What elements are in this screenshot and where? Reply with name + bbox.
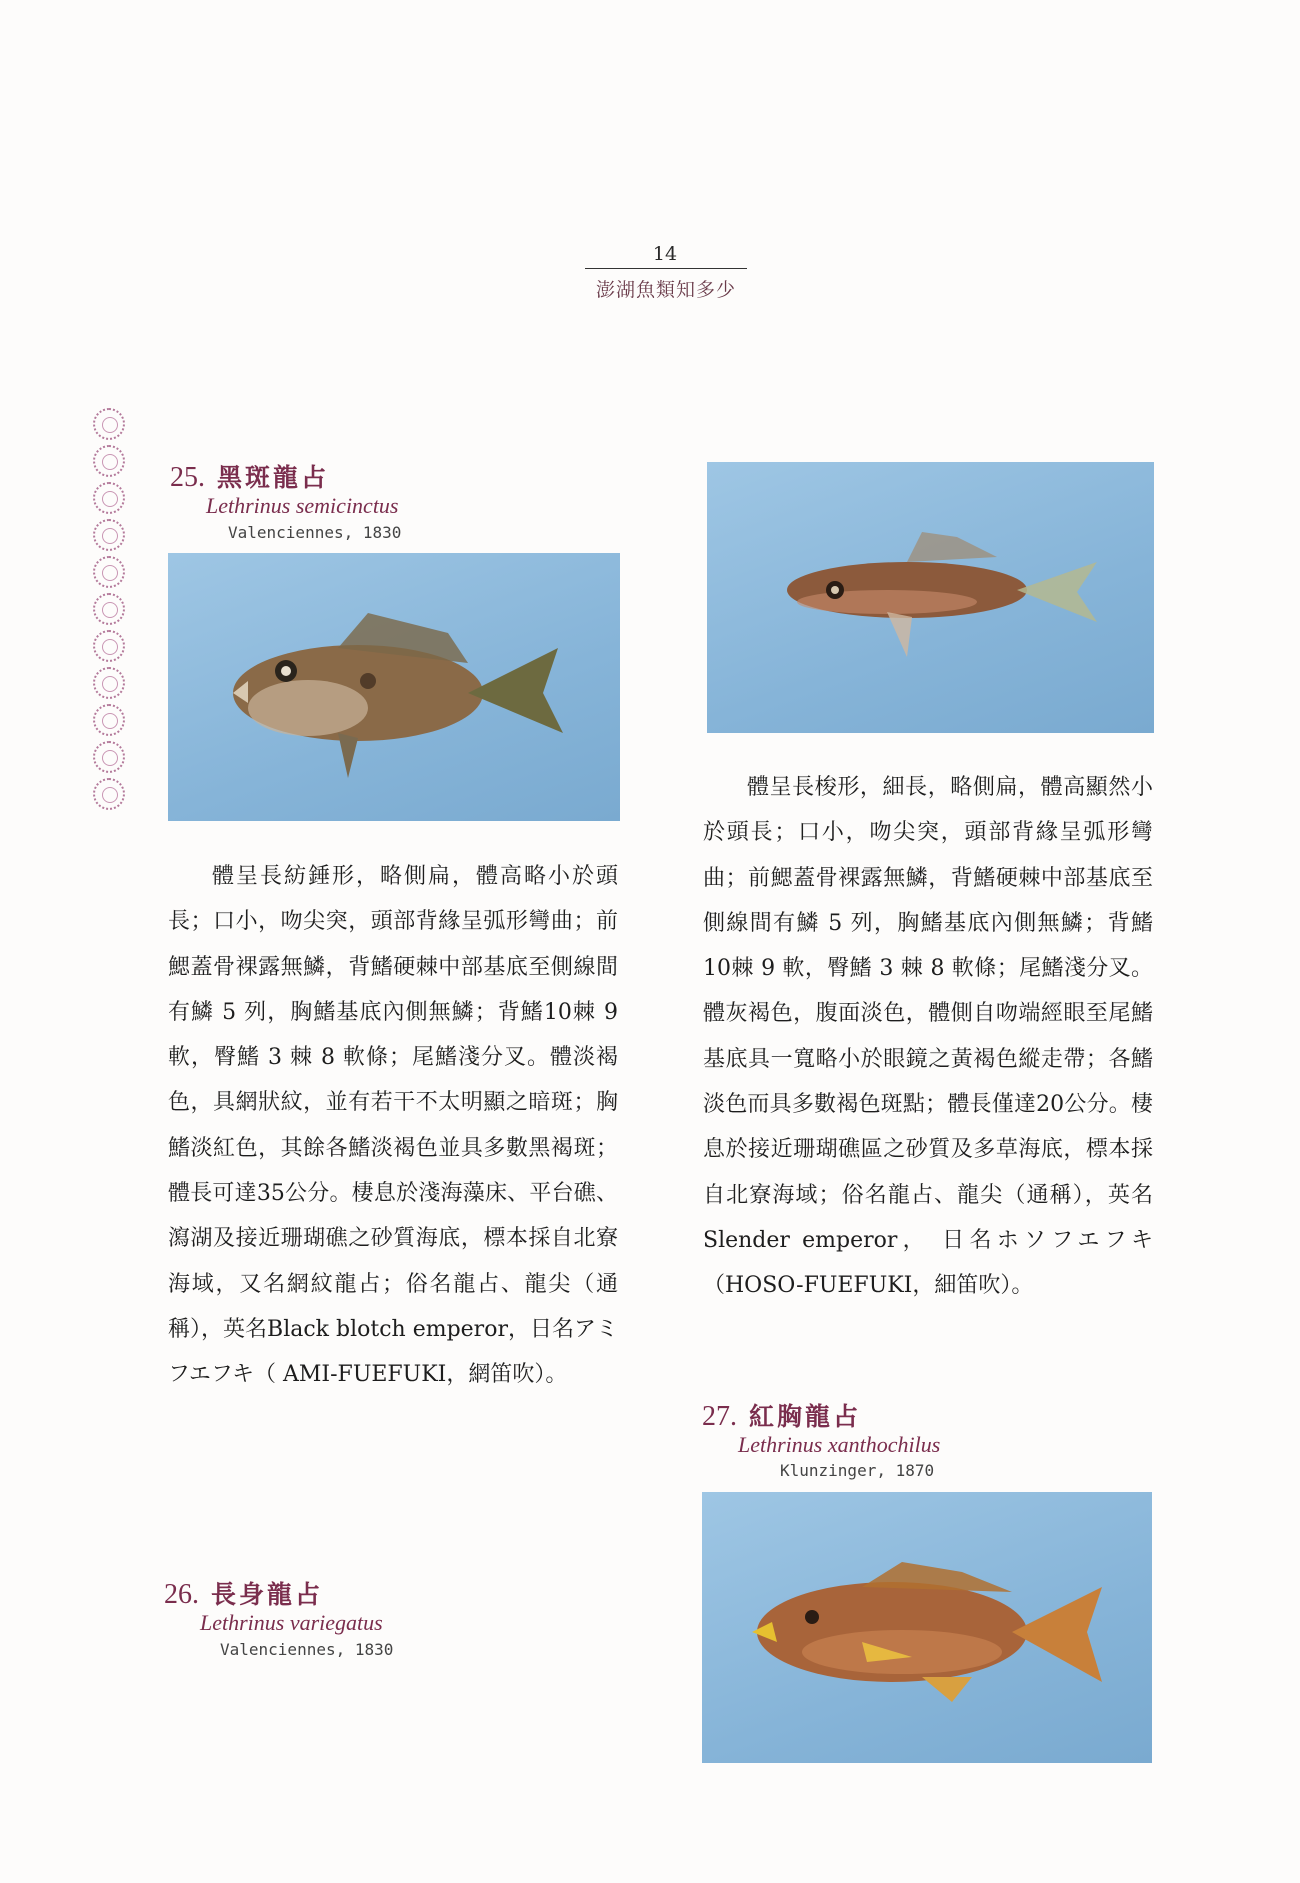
fish-photo-icon <box>702 1492 1152 1763</box>
species-27-heading <box>702 1397 861 1433</box>
species-common-name: 紅胸龍占 <box>749 1402 862 1431</box>
species-25-description: 體呈長紡錘形，略側扁，體高略小於頭長；口小，吻尖突，頭部背緣呈弧形彎曲；前鰓蓋骨裸露無鱗，背鰭硬棘中部基底至側線間有鱗 5 列，胸鰭基底內側無鱗；背鰭10棘 9 軟，臀鰭 3 棘 8 軟條；尾鰭淺分叉。體淡褐色，具網狀紋，並有若干不太明顯之暗斑；胸鰭淡紅色，其餘各鰭淡褐色並具多數黑褐斑；體長可達35公分。棲息於淺海藻床、平台礁、瀉湖及接近珊瑚礁之砂質海底，標本採自北寮海域，又名網紋龍占；俗名龍占、龍尖（通稱），英名Black blotch emperor，日名アミフエフキ（ AMI-FUEFUKI，網笛吹）。 <box>168 864 618 1388</box>
book-title: 澎湖魚類知多少 <box>595 279 736 301</box>
species-26-heading <box>164 1575 323 1611</box>
page-number: 14 <box>652 243 678 265</box>
floral-border-icon <box>90 408 128 815</box>
species-25-author: Valenciennes, 1830 <box>228 523 402 542</box>
species-26-scientific-name: Lethrinus variegatus <box>200 1610 383 1635</box>
species-25-heading <box>170 458 329 494</box>
species-26-description: 體呈長梭形，細長，略側扁，體高顯然小於頭長；口小，吻尖突，頭部背緣呈弧形彎曲；前鰓蓋骨裸露無鱗，背鰭硬棘中部基底至側線間有鱗 5 列，胸鰭基底內側無鱗；背鰭10棘 9 軟，臀鰭 3 棘 8 軟條；尾鰭淺分叉。體灰褐色，腹面淡色，體側自吻端經眼至尾鰭基底具一寬略小於眼鏡之黃褐色縱走帶；各鰭淡色而具多數褐色斑點；體長僅達20公分。棲息於接近珊瑚礁區之砂質及多草海底，標本採自北寮海域；俗名龍占、龍尖（通稱），英名Slender emperor， 日名ホソフエフキ（HOSO-FUEFUKI，細笛吹）。 <box>703 775 1153 1299</box>
species-number: 26. <box>164 1579 199 1610</box>
species-number: 25. <box>170 462 205 493</box>
species-27-author: Klunzinger, 1870 <box>780 1461 935 1480</box>
header-divider <box>585 268 747 269</box>
species-27-scientific-name: Lethrinus xanthochilus <box>738 1432 941 1457</box>
species-25-scientific-name: Lethrinus semicinctus <box>206 493 399 518</box>
species-number: 27. <box>702 1401 737 1432</box>
fish-photo-icon <box>707 462 1154 733</box>
species-common-name: 長身龍占 <box>211 1580 324 1609</box>
fish-photo-icon <box>168 553 620 821</box>
species-common-name: 黑斑龍占 <box>217 463 330 492</box>
species-26-author: Valenciennes, 1830 <box>220 1640 394 1659</box>
